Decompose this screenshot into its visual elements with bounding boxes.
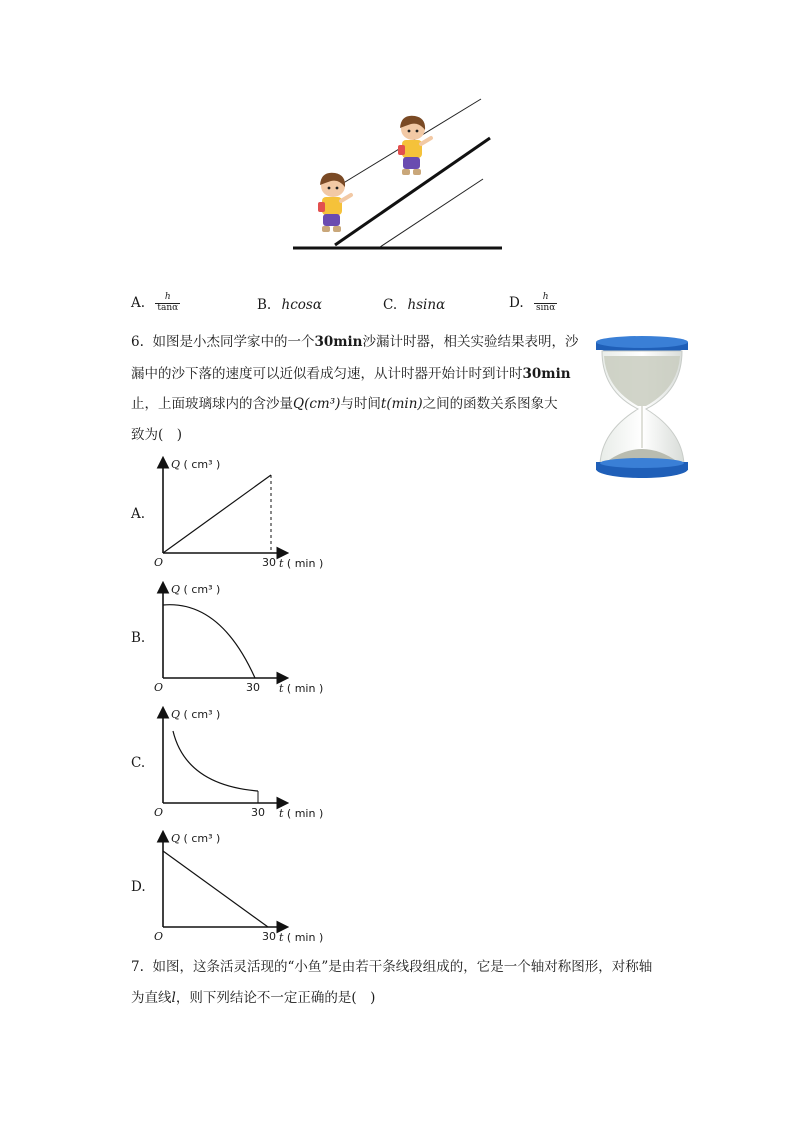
origin-label: [154, 930, 163, 943]
math-run: 30min: [522, 366, 571, 382]
y-axis-label: [171, 583, 220, 596]
y-var: Q: [171, 708, 181, 721]
y-axis-label: [171, 832, 220, 845]
graph-curve: [163, 475, 271, 553]
graph-a: [150, 455, 335, 575]
graph-letter-a: A.: [131, 506, 146, 522]
q5-option-d: [509, 293, 557, 314]
y-axis-label: [171, 708, 220, 721]
option-letter: D.: [509, 294, 524, 311]
origin-label: [154, 556, 163, 569]
text-run: 漏中的沙下落的速度可以近似看成匀速，从计时器开始计时到计时: [131, 366, 523, 382]
text-run: ，则下列结论不一定正确的是( ): [175, 990, 376, 1006]
x-var: t: [279, 557, 284, 570]
x-tick-label: 30: [251, 806, 265, 819]
fraction-denominator: tanα: [157, 302, 179, 313]
fraction-numerator: h: [164, 292, 171, 302]
origin: O: [154, 681, 164, 694]
text-run: 如图，这条活灵活现的“小鱼”是由若干条线段组成的，它是一个轴对称图形，对称轴: [152, 959, 653, 975]
text-run: 止，上面玻璃球内的含沙量: [131, 396, 293, 412]
graph-curve: [163, 605, 255, 678]
fraction-numerator: h: [542, 292, 549, 302]
graph-curve: [173, 731, 258, 791]
text-run: 如图是小杰同学家中的一个: [152, 334, 315, 350]
x-var: t: [279, 682, 284, 695]
x-tick-label: 30: [246, 681, 260, 694]
escalator-figure: [285, 95, 510, 255]
x-unit: ( min ): [286, 931, 324, 944]
graph-letter-d: D.: [131, 879, 146, 895]
question-number: 7.: [131, 959, 144, 975]
text-run: 为直线: [131, 990, 172, 1006]
y-var: Q: [171, 583, 181, 596]
graph-curve: [163, 851, 268, 927]
fraction: [534, 293, 557, 314]
q6-line-3: [131, 398, 558, 412]
q6-line-2: [131, 368, 571, 382]
q7-line-1: [131, 961, 652, 975]
math-run: Q(cm³): [293, 396, 341, 412]
origin: O: [154, 806, 164, 819]
option-letter: B.: [257, 297, 272, 313]
x-var: t: [279, 807, 284, 820]
y-unit: ( cm³ ): [183, 832, 221, 845]
x-axis-label: [279, 931, 323, 944]
x-unit: ( min ): [286, 557, 324, 570]
text-run: 沙漏计时器，相关实验结果表明，沙: [362, 334, 579, 350]
x-unit: ( min ): [286, 682, 324, 695]
graph-b: [150, 580, 335, 700]
kid-upper: [398, 116, 431, 175]
text-run: 之间的函数关系图象大: [422, 396, 558, 412]
x-axis-label: [279, 682, 323, 695]
graph-letter-c: C.: [131, 755, 146, 771]
q5-option-a: [131, 293, 180, 314]
q6-line-4: [131, 429, 182, 443]
origin: O: [154, 556, 164, 569]
text-run: 致为( ): [131, 427, 183, 443]
math-run: 30min: [314, 334, 363, 350]
graph-letter-b: B.: [131, 630, 146, 646]
q5-option-b: [257, 299, 322, 313]
math-run: t(min): [380, 396, 423, 412]
x-axis-label: [279, 557, 323, 570]
question-number: 6.: [131, 334, 144, 350]
fraction-denominator: sinα: [535, 302, 556, 313]
fraction: [155, 293, 180, 314]
x-unit: ( min ): [286, 807, 324, 820]
graph-c: [150, 705, 335, 825]
y-unit: ( cm³ ): [183, 708, 221, 721]
option-expression: hcosα: [281, 297, 322, 313]
y-unit: ( cm³ ): [183, 458, 221, 471]
q6-line-1: [131, 336, 579, 350]
y-axis-label: [171, 458, 220, 471]
x-var: t: [279, 931, 284, 944]
x-tick-label: 30: [262, 556, 276, 569]
text-run: 与时间: [340, 396, 381, 412]
origin: O: [154, 930, 164, 943]
origin-label: [154, 806, 163, 819]
origin-label: [154, 681, 163, 694]
math-run: l: [171, 990, 176, 1006]
graph-d: [150, 829, 335, 949]
option-letter: C.: [383, 297, 398, 313]
q7-line-2: [131, 992, 375, 1006]
y-unit: ( cm³ ): [183, 583, 221, 596]
x-axis-label: [279, 807, 323, 820]
x-tick-label: 30: [262, 930, 276, 943]
rail-bottom: [380, 179, 483, 247]
hourglass-image: [592, 336, 692, 486]
y-var: Q: [171, 832, 181, 845]
option-expression: hsinα: [407, 297, 446, 313]
y-var: Q: [171, 458, 181, 471]
q5-option-c: [383, 299, 445, 313]
option-letter: A.: [131, 294, 146, 311]
